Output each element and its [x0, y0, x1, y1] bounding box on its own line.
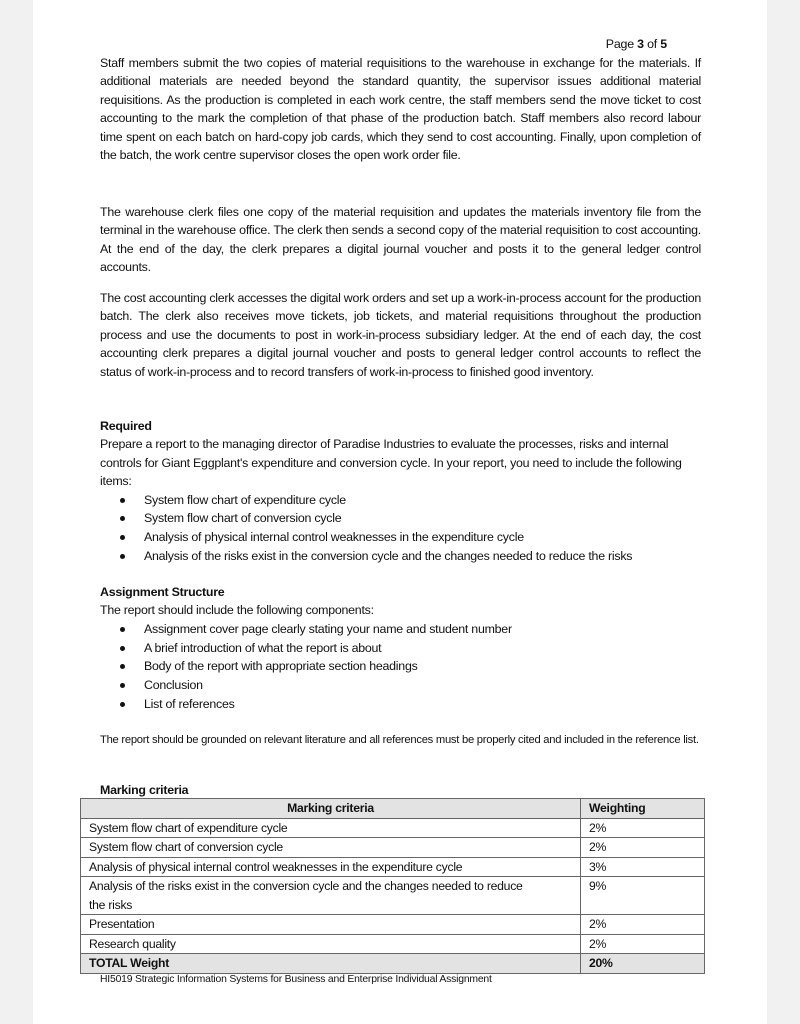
weight-cell: 2% [581, 934, 705, 954]
table-row [81, 877, 705, 915]
criteria-cell: System flow chart of conversion cycle [81, 838, 581, 858]
paragraph-3: The cost accounting clerk accesses the digital work orders and set up a work-in-process account for the production batch. The clerk also receives move tickets, job tickets, and material requisitions throughout the production process and use the documents to post in work-in-process subsidiary ledger. At the end of each day, the cost accounting clerk prepares a digital journal voucher and posts to general ledger control accounts to reflect the status of work-in-process and to record transfers of work-in-process to finished good inventory. [100, 291, 701, 379]
weight-cell: 2% [581, 818, 705, 838]
total-value: 20% [581, 954, 705, 974]
header-criteria: Marking criteria [81, 799, 581, 819]
criteria-cell: System flow chart of expenditure cycle [81, 818, 581, 838]
table-row [81, 857, 705, 877]
total-label: TOTAL Weight [81, 954, 581, 974]
weight-cell: 2% [581, 838, 705, 858]
criteria-cell: Presentation [81, 915, 581, 935]
weight-cell: 3% [581, 857, 705, 877]
list-item: Assignment cover page clearly stating your name and student number [144, 620, 701, 639]
structure-section [100, 583, 701, 714]
criteria-cell: Analysis of the risks exist in the conversion cycle and the changes needed to reduce the risks [81, 877, 581, 915]
header-weighting: Weighting [581, 799, 705, 819]
paragraph-1: Staff members submit the two copies of material requisitions to the warehouse in exchange for the materials. If additional materials are needed beyond the standard quantity, the supervisor issues additional material requisitions. As the production is completed in each work centre, the staff members send the move ticket to cost accounting to the mark the completion of that phase of the production batch. Staff members also record labour time spent on each batch on hard-copy job cards, which they send to cost accounting. Finally, upon completion of the batch, the work centre supervisor closes the open work order file. [100, 56, 701, 163]
weight-cell: 9% [581, 877, 705, 915]
criteria-cell: Analysis of physical internal control weaknesses in the expenditure cycle [81, 857, 581, 877]
list-item: System flow chart of expenditure cycle [144, 491, 701, 510]
table-header-row [81, 799, 705, 819]
total-row [81, 954, 705, 974]
required-text: Prepare a report to the managing director of Paradise Industries to evaluate the processes, risks and internal controls for Giant Eggplant's expenditure and conversion cycle. In your report, you need to include the following items: [100, 437, 682, 489]
marking-table [80, 798, 705, 974]
table-row [81, 915, 705, 935]
list-item: Conclusion [144, 676, 701, 695]
list-item: Analysis of physical internal control weaknesses in the expenditure cycle [144, 528, 701, 547]
required-list [100, 491, 701, 566]
table-row [81, 934, 705, 954]
weight-cell: 2% [581, 915, 705, 935]
structure-heading: Assignment Structure [100, 585, 225, 599]
structure-text: The report should include the following components: [100, 603, 374, 618]
page-footer: HI5019 Strategic Information Systems for Business and Enterprise Individual Assignment [100, 974, 492, 985]
list-item: Body of the report with appropriate section headings [144, 657, 701, 676]
required-section [100, 417, 701, 566]
structure-list [100, 620, 701, 714]
list-item: System flow chart of conversion cycle [144, 509, 701, 528]
list-item: List of references [144, 695, 701, 714]
table-row [81, 838, 705, 858]
list-item: Analysis of the risks exist in the conversion cycle and the changes needed to reduce the risks [144, 547, 701, 566]
required-heading: Required [100, 419, 152, 433]
list-item: A brief introduction of what the report is about [144, 639, 701, 658]
table-row [81, 818, 705, 838]
paragraph-2: The warehouse clerk files one copy of the material requisition and updates the materials inventory file from the terminal in the warehouse office. The clerk then sends a second copy of the material requisition to cost accounting. At the end of the day, the clerk prepares a digital journal voucher and posts it to the general ledger control accounts. [100, 205, 701, 275]
criteria-cell: Research quality [81, 934, 581, 954]
page-indicator: Page 3 of 5 [605, 37, 667, 51]
references-note: The report should be grounded on relevant literature and all references must be properly cited and included in the reference list. [100, 734, 699, 746]
marking-label: Marking criteria [100, 783, 189, 797]
